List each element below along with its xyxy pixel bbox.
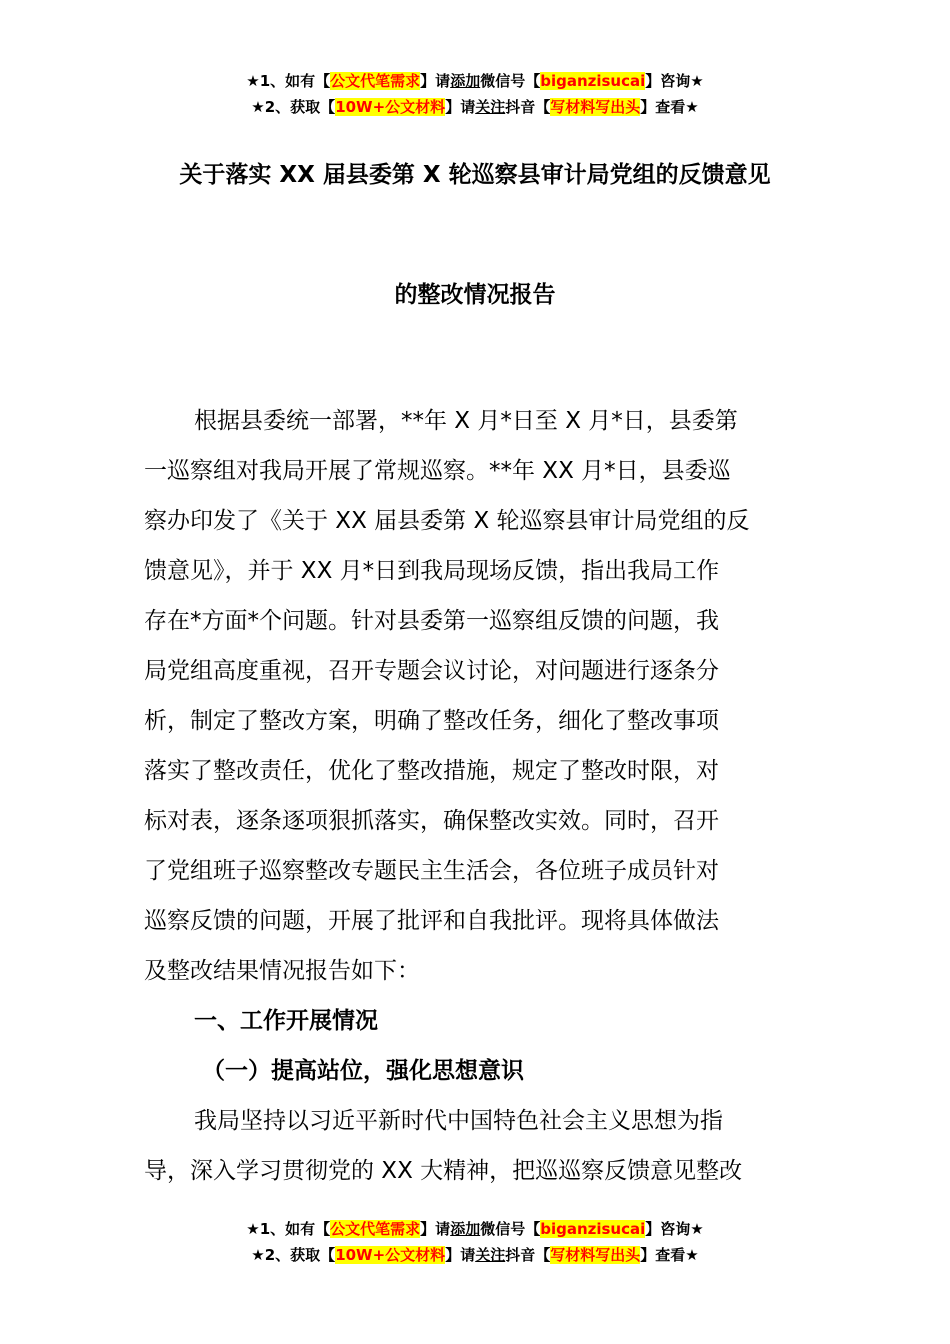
ad-text: 2、获取【 (264, 1246, 336, 1264)
document-title-line-1: 关于落实 XX 届县委第 X 轮巡察县审计局党组的反馈意见 (179, 162, 771, 188)
star-icon: ★ (246, 72, 260, 90)
ad-text: 微信号【 (480, 1220, 541, 1238)
header-ad-banner (0, 68, 950, 120)
document-title-line-2: 的整改情况报告 (394, 282, 556, 308)
ad-highlight-materials: 10W+公文材料 (335, 98, 446, 116)
ad-highlight-service: 公文代笔需求 (330, 72, 421, 90)
ad-text: 】咨询★ (645, 72, 704, 90)
ad-text: 】咨询★ (645, 1220, 704, 1238)
ad-text: 2、获取【 (264, 98, 336, 116)
star-icon: ★ (251, 98, 265, 116)
ad-text: 1、如有【 (259, 1220, 331, 1238)
ad-highlight-wechat-id: biganzisucai (540, 72, 646, 90)
ad-text-underlined: 添加 (450, 1220, 481, 1238)
ad-highlight-wechat-id: biganzisucai (540, 1220, 646, 1238)
ad-highlight-service: 公文代笔需求 (330, 1220, 421, 1238)
paragraph-line: 存在*方面*个问题。针对县委第一巡察组反馈的问题，我 (144, 608, 719, 634)
ad-text: 】请 (420, 72, 451, 90)
ad-text-underlined: 添加 (450, 72, 481, 90)
paragraph-line: 落实了整改责任，优化了整改措施，规定了整改时限，对 (144, 758, 719, 784)
paragraph-line: 一巡察组对我局开展了常规巡察。**年 XX 月*日，县委巡 (144, 458, 731, 484)
section-heading: 一、工作开展情况 (194, 1008, 378, 1034)
ad-text: 1、如有【 (259, 72, 331, 90)
ad-text: 】请 (445, 1246, 476, 1264)
ad-text: 】查看★ (640, 98, 699, 116)
paragraph-line: 及整改结果情况报告如下： (144, 958, 420, 984)
ad-text: 】请 (420, 1220, 451, 1238)
subsection-heading: （一）提高站位，强化思想意识 (202, 1058, 524, 1084)
paragraph-line: 察办印发了《关于 XX 届县委第 X 轮巡察县审计局党组的反 (144, 508, 750, 534)
ad-highlight-materials: 10W+公文材料 (335, 1246, 446, 1264)
paragraph-line: 馈意见》，并于 XX 月*日到我局现场反馈，指出我局工作 (144, 558, 720, 584)
star-icon: ★ (251, 1246, 265, 1264)
paragraph-line: 我局坚持以习近平新时代中国特色社会主义思想为指 (194, 1108, 723, 1134)
ad-text: 抖音【 (505, 1246, 551, 1264)
ad-line-2 (0, 94, 950, 120)
paragraph-line: 根据县委统一部署，**年 X 月*日至 X 月*日，县委第 (194, 408, 738, 434)
document-body (144, 396, 806, 1196)
ad-text-underlined: 关注 (475, 1246, 506, 1264)
paragraph-line: 了党组班子巡察整改专题民主生活会，各位班子成员针对 (144, 858, 719, 884)
star-icon: ★ (246, 1220, 260, 1238)
ad-text: 】查看★ (640, 1246, 699, 1264)
ad-highlight-douyin-account: 写材料写出头 (550, 98, 641, 116)
paragraph-line: 巡察反馈的问题，开展了批评和自我批评。现将具体做法 (144, 908, 719, 934)
footer-ad-banner (0, 1216, 950, 1268)
ad-line-1 (0, 1216, 950, 1242)
paragraph-line: 标对表，逐条逐项狠抓落实，确保整改实效。同时，召开 (144, 808, 719, 834)
ad-line-1 (0, 68, 950, 94)
paragraph-line: 导，深入学习贯彻党的 XX 大精神，把巡巡察反馈意见整改 (144, 1158, 743, 1184)
ad-text: 微信号【 (480, 72, 541, 90)
ad-text: 】请 (445, 98, 476, 116)
ad-line-2 (0, 1242, 950, 1268)
ad-text-underlined: 关注 (475, 98, 506, 116)
paragraph-line: 局党组高度重视，召开专题会议讨论，对问题进行逐条分 (144, 658, 719, 684)
paragraph-line: 析，制定了整改方案，明确了整改任务，细化了整改事项 (144, 708, 719, 734)
ad-text: 抖音【 (505, 98, 551, 116)
ad-highlight-douyin-account: 写材料写出头 (550, 1246, 641, 1264)
